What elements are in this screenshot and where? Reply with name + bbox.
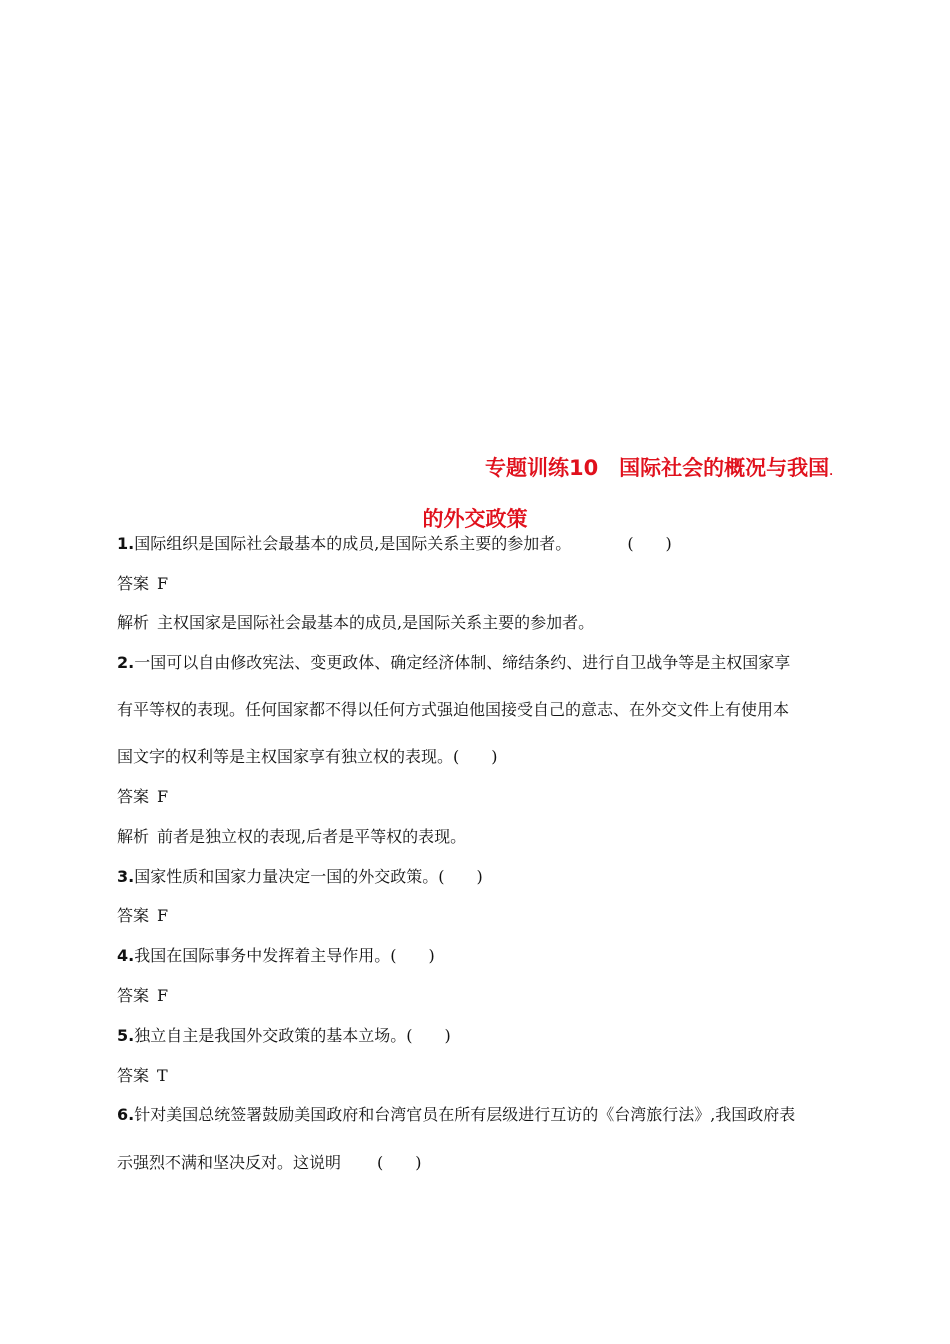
document-title-line1: 专题训练10 国际社会的概况与我国.	[484, 456, 833, 480]
document-title-line2: 的外交政策	[422, 507, 528, 531]
answer-value: F	[157, 574, 169, 593]
question-number: 3.	[117, 867, 135, 886]
answer-label: 答案	[117, 1066, 150, 1085]
question-4	[117, 945, 435, 967]
answer-label: 答案	[117, 986, 150, 1005]
answer-blank: ( )	[627, 534, 672, 553]
question-number: 6.	[117, 1105, 135, 1124]
question-2-line3	[117, 746, 498, 768]
question-text: 国文字的权利等是主权国家享有独立权的表现。	[117, 747, 454, 766]
answer-1	[117, 573, 168, 595]
answer-5	[117, 1065, 168, 1087]
question-text: 示强烈不满和坚决反对。这说明	[117, 1153, 342, 1172]
question-text: 独立自主是我国外交政策的基本立场。	[134, 1026, 407, 1045]
answer-2	[117, 786, 168, 808]
question-3	[117, 866, 483, 888]
analysis-1	[117, 612, 594, 634]
analysis-text: 主权国家是国际社会最基本的成员,是国际关系主要的参加者。	[157, 613, 595, 632]
answer-value: F	[157, 906, 169, 925]
question-1	[117, 533, 672, 555]
answer-blank: ( )	[377, 1153, 422, 1172]
question-text: 针对美国总统签署鼓励美国政府和台湾官员在所有层级进行互访的《台湾旅行法》,我国政府表	[134, 1105, 796, 1124]
question-text: 我国在国际事务中发挥着主导作用。	[134, 946, 391, 965]
answer-3	[117, 905, 168, 927]
analysis-label: 解析	[117, 827, 150, 846]
question-6	[117, 1104, 795, 1126]
answer-label: 答案	[117, 787, 150, 806]
question-text: 国家性质和国家力量决定一国的外交政策。	[134, 867, 439, 886]
question-number: 1.	[117, 534, 135, 553]
question-text: 一国可以自由修改宪法、变更政体、确定经济体制、缔结条约、进行自卫战争等是主权国家享	[134, 653, 791, 672]
analysis-label: 解析	[117, 613, 150, 632]
question-5	[117, 1025, 451, 1047]
answer-label: 答案	[117, 906, 150, 925]
analysis-2	[117, 826, 466, 848]
question-number: 2.	[117, 653, 135, 672]
answer-value: F	[157, 986, 169, 1005]
answer-blank: ( )	[406, 1026, 451, 1045]
answer-blank: ( )	[438, 867, 483, 886]
answer-blank: ( )	[390, 946, 435, 965]
answer-value: F	[157, 787, 169, 806]
question-2	[117, 652, 790, 674]
answer-4	[117, 985, 168, 1007]
question-text: 国际组织是国际社会最基本的成员,是国际关系主要的参加者。	[134, 534, 572, 553]
question-6-line2	[117, 1152, 422, 1174]
answer-value: T	[157, 1066, 168, 1085]
title-red-dot: .	[829, 467, 833, 478]
analysis-text: 前者是独立权的表现,后者是平等权的表现。	[157, 827, 467, 846]
answer-label: 答案	[117, 574, 150, 593]
answer-blank: ( )	[453, 747, 498, 766]
question-number: 4.	[117, 946, 135, 965]
question-2-line2: 有平等权的表现。任何国家都不得以任何方式强迫他国接受自己的意志、在外交文件上有使用本	[117, 700, 790, 719]
question-number: 5.	[117, 1026, 135, 1045]
